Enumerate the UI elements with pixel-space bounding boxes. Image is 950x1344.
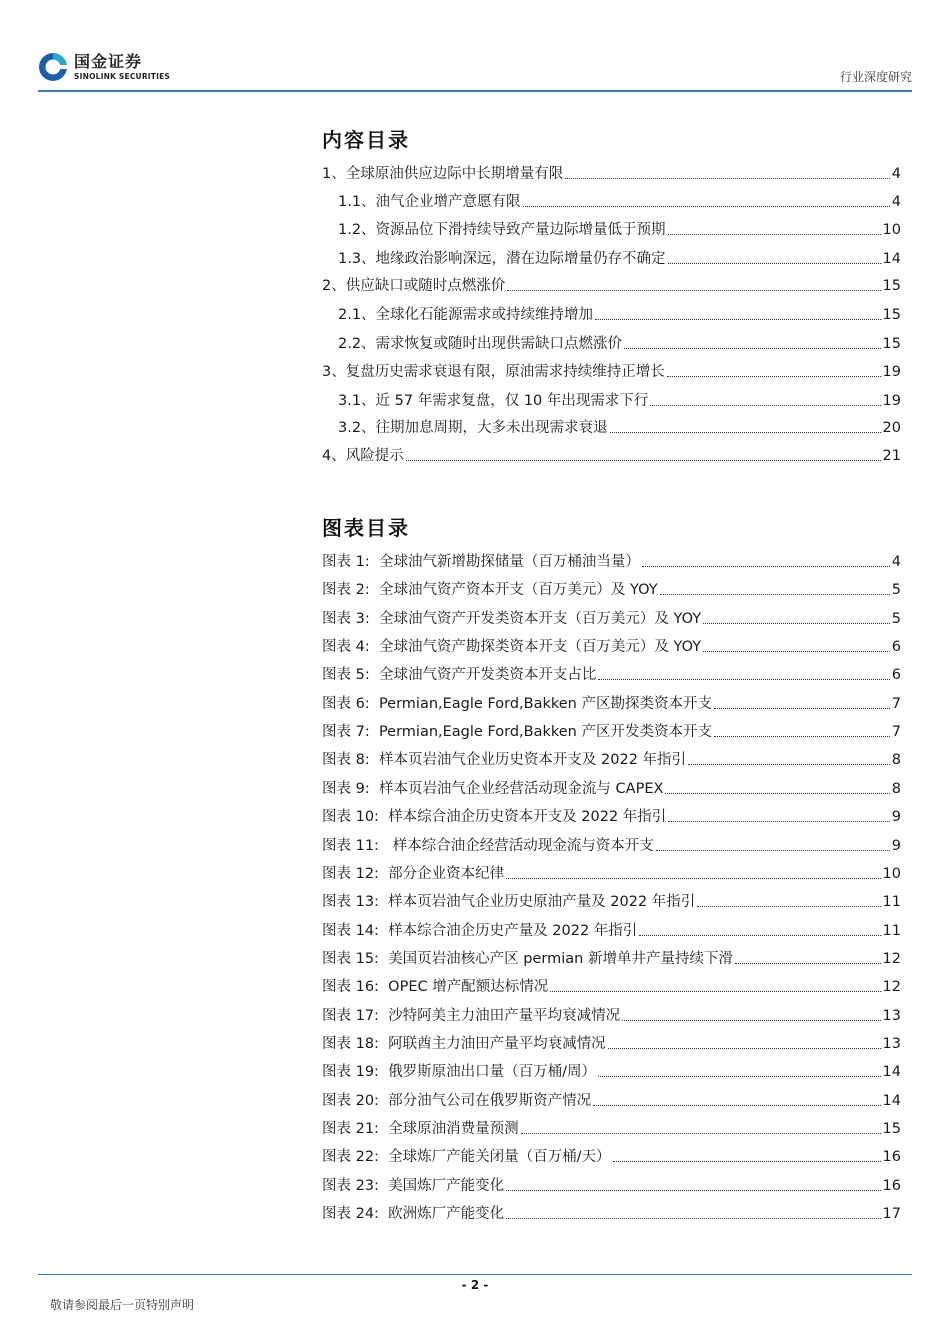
toc-entry[interactable] — [322, 446, 901, 466]
figure-entry-page: 16 — [882, 1149, 901, 1165]
toc-dot-leader — [668, 263, 881, 264]
toc-dot-leader — [650, 405, 880, 406]
figure-entry-page: 11 — [882, 894, 901, 910]
toc-title: 内容目录 — [322, 128, 410, 152]
header-divider — [38, 90, 912, 92]
toc-entry[interactable] — [338, 192, 901, 212]
toc-entry-title: 2.1、全球化石能源需求或持续维持增加 — [338, 307, 594, 323]
figure-entry[interactable] — [322, 1147, 901, 1167]
toc-entry-title: 4、风险提示 — [322, 448, 404, 464]
figure-entry-page: 7 — [891, 724, 901, 740]
figure-entry-title: 图表 5: 全球油气资产开发类资本开支占比 — [322, 667, 597, 683]
figure-entry[interactable] — [322, 580, 901, 600]
figure-entry-page: 14 — [882, 1093, 901, 1109]
toc-dot-leader — [565, 178, 890, 179]
figure-entry-title: 图表 15: 美国页岩油核心产区 permian 新增单井产量持续下滑 — [322, 951, 733, 967]
page-number: - 2 - — [461, 1278, 489, 1292]
figure-entry-page: 13 — [882, 1008, 901, 1024]
toc-entry[interactable] — [338, 418, 901, 438]
toc-entry-page: 14 — [882, 251, 901, 267]
toc-dot-leader — [507, 290, 880, 291]
toc-entry-title: 1.3、地缘政治影响深远，潜在边际增量仍存不确定 — [338, 251, 666, 267]
toc-entry-page: 15 — [882, 307, 901, 323]
toc-entry-page: 20 — [882, 420, 901, 436]
toc-entry-title: 2.2、需求恢复或随时出现供需缺口点燃涨价 — [338, 336, 623, 352]
figure-entry-title: 图表 16: OPEC 增产配额达标情况 — [322, 979, 549, 995]
disclaimer-text: 敬请参阅最后一页特别声明 — [50, 1298, 195, 1312]
figure-entry-title: 图表 3: 全球油气资产开发类资本开支（百万美元）及 YOY — [322, 611, 702, 627]
toc-entry-page: 15 — [882, 336, 901, 352]
toc-entry[interactable] — [338, 220, 901, 240]
figure-entry-page: 16 — [882, 1178, 901, 1194]
figure-entry-title: 图表 11: 样本综合油企经营活动现金流与资本开支 — [322, 838, 654, 854]
figure-entry[interactable] — [322, 1062, 901, 1082]
toc-entry-title: 3、复盘历史需求衰退有限，原油需求持续维持正增长 — [322, 364, 665, 380]
figure-dot-leader — [660, 594, 890, 595]
figure-dot-leader — [714, 736, 890, 737]
figure-dot-leader — [665, 793, 889, 794]
figure-entry-title: 图表 13: 样本页岩油气企业历史原油产量及 2022 年指引 — [322, 894, 696, 910]
figure-entry[interactable] — [322, 807, 901, 827]
report-type-label: 行业深度研究 — [839, 70, 912, 84]
figure-dot-leader — [688, 764, 890, 765]
toc-dot-leader — [624, 348, 880, 349]
figure-entry-page: 11 — [882, 923, 901, 939]
figure-entry[interactable] — [322, 552, 901, 572]
figure-entry-page: 10 — [882, 866, 901, 882]
figure-dot-leader — [593, 1105, 880, 1106]
toc-entry[interactable] — [338, 305, 901, 325]
figure-dot-leader — [521, 1133, 881, 1134]
figure-entry-title: 图表 21: 全球原油消费量预测 — [322, 1121, 519, 1137]
figure-dot-leader — [506, 878, 880, 879]
figure-entry[interactable] — [322, 1119, 901, 1139]
figure-dot-leader — [598, 1076, 880, 1077]
figure-entry[interactable] — [322, 949, 901, 969]
figure-entry-title: 图表 2: 全球油气资产资本开支（百万美元）及 YOY — [322, 582, 658, 598]
figure-entry[interactable] — [322, 665, 901, 685]
figure-entry[interactable] — [322, 1204, 901, 1224]
toc-entry-title: 1.2、资源品位下滑持续导致产量边际增量低于预期 — [338, 222, 666, 238]
figure-entry[interactable] — [322, 1176, 901, 1196]
figure-dot-leader — [714, 708, 890, 709]
figure-dot-leader — [506, 1190, 880, 1191]
toc-entry-title: 2、供应缺口或随时点燃涨价 — [322, 278, 506, 294]
figure-dot-leader — [668, 821, 889, 822]
figure-entry[interactable] — [322, 750, 901, 770]
figure-entry-page: 9 — [891, 838, 901, 854]
toc-entry[interactable] — [322, 164, 901, 184]
figure-dot-leader — [550, 991, 880, 992]
figure-entry-title: 图表 12: 部分企业资本纪律 — [322, 866, 505, 882]
toc-dot-leader — [667, 376, 881, 377]
figure-entry-page: 12 — [882, 951, 901, 967]
figure-dot-leader — [656, 850, 890, 851]
figure-entry-title: 图表 14: 样本综合油企历史产量及 2022 年指引 — [322, 923, 638, 939]
figure-entry-page: 14 — [882, 1064, 901, 1080]
figure-dot-leader — [703, 651, 890, 652]
toc-dot-leader — [610, 432, 881, 433]
figure-entry-title: 图表 24: 欧洲炼厂产能变化 — [322, 1206, 505, 1222]
figure-entry-title: 图表 9: 样本页岩油气企业经营活动现金流与 CAPEX — [322, 781, 664, 797]
figure-dot-leader — [639, 935, 880, 936]
figure-entry-page: 7 — [891, 696, 901, 712]
toc-entry[interactable] — [322, 276, 901, 296]
figure-entry-title: 图表 8: 样本页岩油气企业历史资本开支及 2022 年指引 — [322, 752, 687, 768]
logo-english-name: SINOLINK SECURITIES — [74, 71, 171, 81]
figure-entry[interactable] — [322, 779, 901, 799]
company-logo — [38, 52, 170, 82]
figures-title: 图表目录 — [322, 516, 410, 540]
figure-dot-leader — [608, 1048, 881, 1049]
figure-dot-leader — [697, 906, 880, 907]
logo-chinese-name: 国金证券 — [74, 51, 143, 71]
toc-entry-page: 15 — [882, 278, 901, 294]
toc-entry-title: 3.1、近 57 年需求复盘，仅 10 年出现需求下行 — [338, 393, 649, 409]
figure-entry-title: 图表 20: 部分油气公司在俄罗斯资产情况 — [322, 1093, 592, 1109]
figure-entry-page: 4 — [891, 554, 901, 570]
figure-entry-page: 5 — [891, 582, 901, 598]
figure-entry-title: 图表 23: 美国炼厂产能变化 — [322, 1178, 505, 1194]
figure-entry-title: 图表 7: Permian,Eagle Ford,Bakken 产区开发类资本开支 — [322, 724, 712, 740]
toc-entry[interactable] — [338, 249, 901, 269]
figure-entry[interactable] — [322, 637, 901, 657]
figure-entry-title: 图表 1: 全球油气新增勘探储量（百万桶油当量） — [322, 554, 640, 570]
figure-entry[interactable] — [322, 722, 901, 742]
figure-entry[interactable] — [322, 977, 901, 997]
figure-entry-page: 17 — [882, 1206, 901, 1222]
figure-entry-page: 9 — [891, 809, 901, 825]
figure-entry-title: 图表 10: 样本综合油企历史资本开支及 2022 年指引 — [322, 809, 667, 825]
figure-entry[interactable] — [322, 1034, 901, 1054]
footer-divider — [38, 1274, 912, 1275]
toc-entry-page: 19 — [882, 393, 901, 409]
toc-entry-page: 4 — [891, 166, 901, 182]
figure-entry-title: 图表 4: 全球油气资产勘探类资本开支（百万美元）及 YOY — [322, 639, 702, 655]
toc-dot-leader — [523, 206, 890, 207]
figure-entry-page: 8 — [891, 781, 901, 797]
figure-entry-page: 15 — [882, 1121, 901, 1137]
figure-dot-leader — [613, 1161, 881, 1162]
figure-dot-leader — [642, 566, 890, 567]
toc-dot-leader — [668, 234, 881, 235]
figure-dot-leader — [622, 1020, 880, 1021]
figure-entry-title: 图表 6: Permian,Eagle Ford,Bakken 产区勘探类资本开支 — [322, 696, 712, 712]
figure-entry[interactable] — [322, 892, 901, 912]
toc-entry-page: 19 — [882, 364, 901, 380]
figure-dot-leader — [506, 1218, 880, 1219]
figure-entry-page: 6 — [891, 639, 901, 655]
toc-entry[interactable] — [338, 391, 901, 411]
logo-mark-icon — [38, 52, 68, 82]
figure-entry-page: 12 — [882, 979, 901, 995]
figure-entry-page: 6 — [891, 667, 901, 683]
figure-entry-title: 图表 17: 沙特阿美主力油田产量平均衰减情况 — [322, 1008, 621, 1024]
toc-dot-leader — [595, 319, 880, 320]
figure-dot-leader — [703, 623, 890, 624]
figure-entry[interactable] — [322, 694, 901, 714]
figure-entry-title: 图表 22: 全球炼厂产能关闭量（百万桶/天） — [322, 1149, 611, 1165]
toc-entry-title: 3.2、往期加息周期，大多未出现需求衰退 — [338, 420, 608, 436]
page-header — [38, 52, 912, 92]
figure-entry-title: 图表 19: 俄罗斯原油出口量（百万桶/周） — [322, 1064, 597, 1080]
figure-entry[interactable] — [322, 864, 901, 884]
figure-dot-leader — [598, 679, 889, 680]
figure-entry-title: 图表 18: 阿联酋主力油田产量平均衰减情况 — [322, 1036, 606, 1052]
toc-entry[interactable] — [322, 362, 901, 382]
figure-entry[interactable] — [322, 1006, 901, 1026]
figure-entry[interactable] — [322, 836, 901, 856]
toc-entry-page: 4 — [891, 194, 901, 210]
toc-entry-page: 10 — [882, 222, 901, 238]
toc-dot-leader — [406, 460, 881, 461]
toc-entry-title: 1、全球原油供应边际中长期增量有限 — [322, 166, 564, 182]
toc-entry-title: 1.1、油气企业增产意愿有限 — [338, 194, 521, 210]
figure-entry-page: 13 — [882, 1036, 901, 1052]
toc-entry[interactable] — [338, 334, 901, 354]
figure-entry[interactable] — [322, 1091, 901, 1111]
figure-entry[interactable] — [322, 921, 901, 941]
figure-dot-leader — [735, 963, 881, 964]
figure-entry-page: 8 — [891, 752, 901, 768]
figure-entry-page: 5 — [891, 611, 901, 627]
figure-entry[interactable] — [322, 609, 901, 629]
toc-entry-page: 21 — [882, 448, 901, 464]
